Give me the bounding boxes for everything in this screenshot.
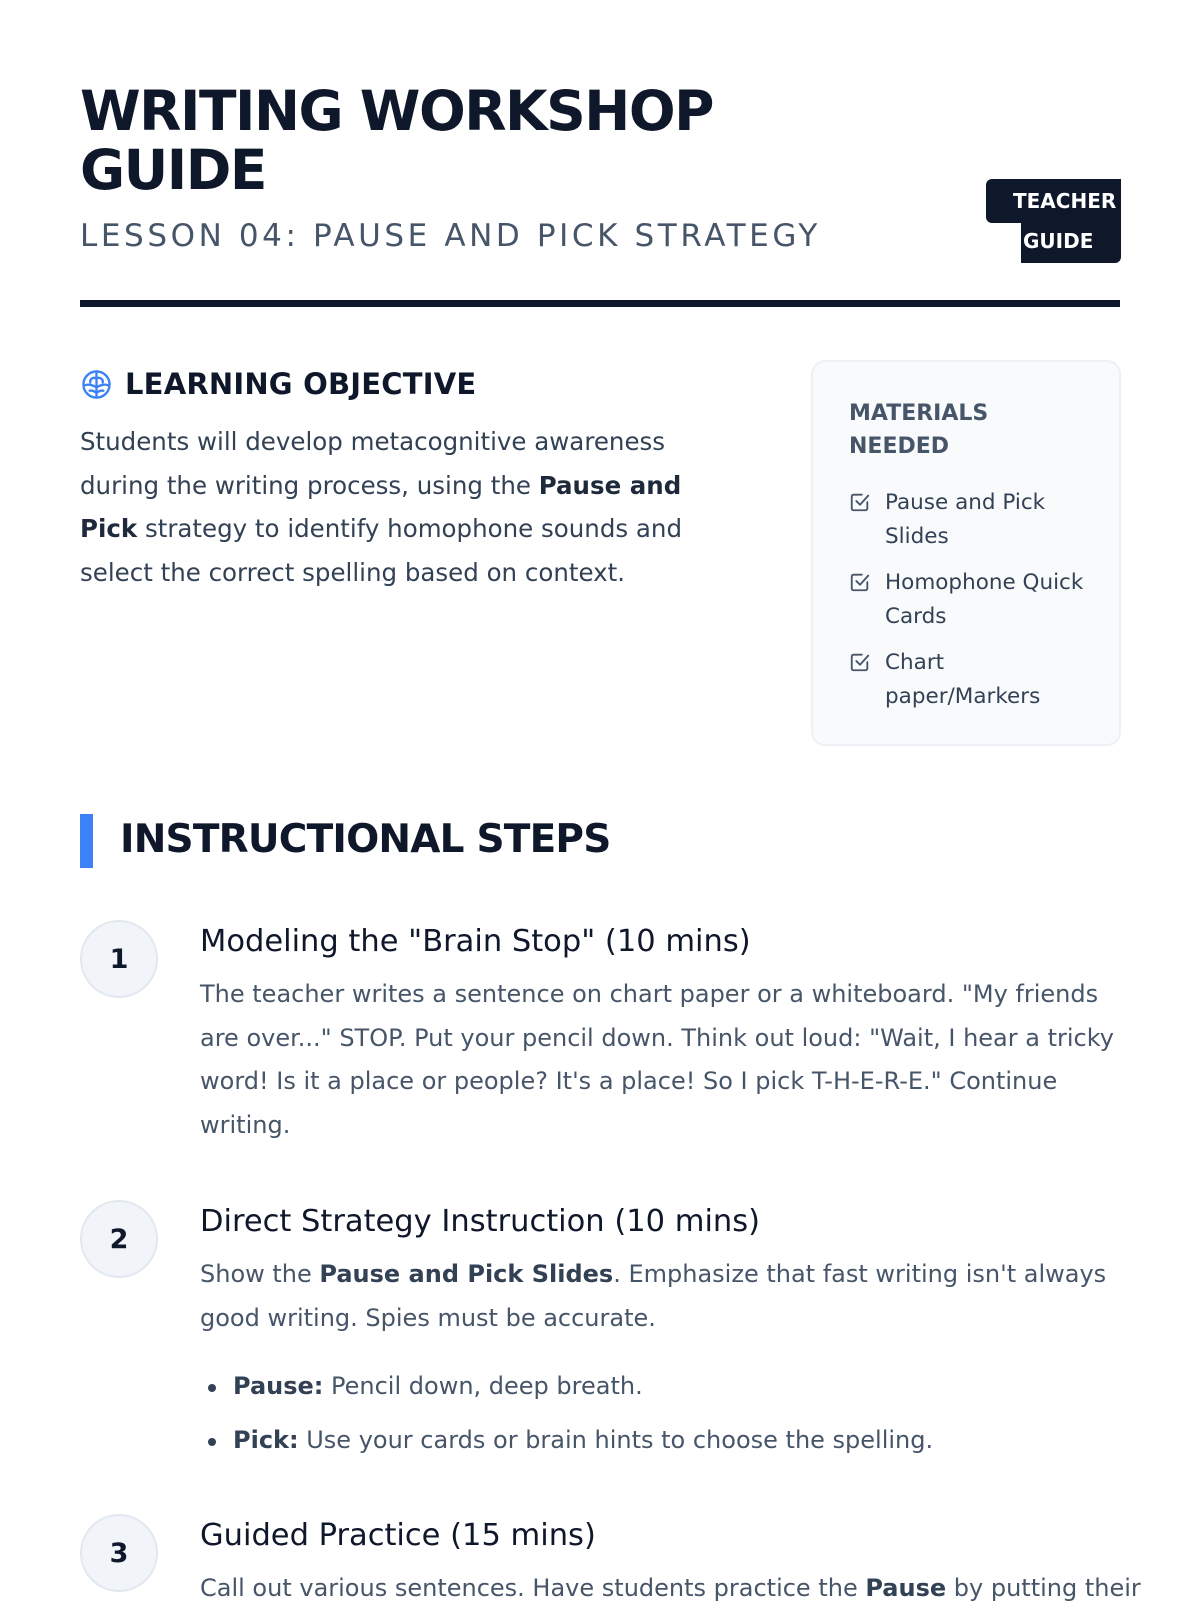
- materials-title: MATERIALS NEEDED: [849, 401, 989, 459]
- step-body-start: Show the: [200, 1260, 320, 1288]
- steps-section-title: INSTRUCTIONAL STEPS: [120, 817, 611, 862]
- materials-item-label: Homophone Quick Cards: [885, 570, 1084, 629]
- badge-line-1: TEACHER: [986, 179, 1121, 223]
- bullet-term: Pick:: [233, 1425, 299, 1454]
- bullet-text: Pencil down, deep breath.: [323, 1372, 643, 1400]
- step-title: Direct Strategy Instruction (10 mins): [200, 1204, 761, 1239]
- step-bullet-list: [200, 1360, 1120, 1467]
- step-body-end: by putting their: [946, 1574, 1141, 1602]
- materials-item: [849, 646, 1039, 713]
- step-number-badge: 2: [80, 1200, 158, 1278]
- header-divider: [80, 300, 1120, 307]
- lesson-subtitle: LESSON 04: PAUSE AND PICK STRATEGY: [80, 218, 821, 254]
- objective-text: [80, 420, 745, 594]
- objective-heading: [80, 364, 476, 404]
- step-body-highlight: Pause: [865, 1574, 947, 1602]
- step-body-highlight: Pause and Pick Slides: [319, 1260, 614, 1288]
- step-title: Modeling the "Brain Stop" (10 mins): [200, 924, 751, 959]
- materials-item: [849, 566, 1089, 633]
- objective-text-start: Students will develop metacognitive awareness during the writing process, using the: [80, 427, 666, 500]
- checkbox-icon: [849, 651, 871, 673]
- checkbox-icon: [849, 491, 871, 513]
- step-title: Guided Practice (15 mins): [200, 1518, 596, 1553]
- bullet-text: Use your cards or brain hints to choose the spelling.: [298, 1425, 934, 1454]
- brain-icon: [80, 368, 113, 401]
- materials-card: [811, 360, 1121, 746]
- page-title: WRITING WORKSHOP GUIDE: [80, 79, 713, 202]
- step-number-badge: 1: [80, 920, 158, 998]
- step-body: [200, 1253, 1120, 1340]
- checkbox-icon: [849, 571, 871, 593]
- teacher-guide-badge: [986, 179, 1121, 263]
- bullet-term: Pause:: [233, 1372, 324, 1400]
- objective-strategy-name: Pause and Pick: [80, 470, 682, 543]
- section-accent-bar: [80, 814, 93, 868]
- materials-item-label: Chart paper/Markers: [885, 650, 1041, 709]
- step-body: [200, 1567, 1141, 1611]
- objective-text-end: strategy to identify homophone sounds and select the correct spelling based on context.: [80, 514, 683, 587]
- materials-item-label: Pause and Pick Slides: [885, 490, 1046, 549]
- step-body-start: Call out various sentences. Have students practice the: [200, 1574, 866, 1602]
- objective-title: LEARNING OBJECTIVE: [125, 367, 477, 401]
- step-body-end: . Emphasize that fast writing isn't always good writing. Spies must be accurate.: [200, 1260, 1107, 1332]
- materials-item: [849, 486, 1049, 553]
- step-body: The teacher writes a sentence on chart paper or a whiteboard. "My friends are over..." STOP. Put your pencil down. Think out loud: "Wait, I hear a tricky word! Is it a place or people? It's a place! So I pick T-H-E-R-E." Continue writing.: [200, 980, 1114, 1139]
- badge-line-2: GUIDE: [1021, 219, 1121, 263]
- list-item: [200, 1360, 1120, 1414]
- list-item: [200, 1414, 1120, 1468]
- step-number-badge: 3: [80, 1514, 158, 1592]
